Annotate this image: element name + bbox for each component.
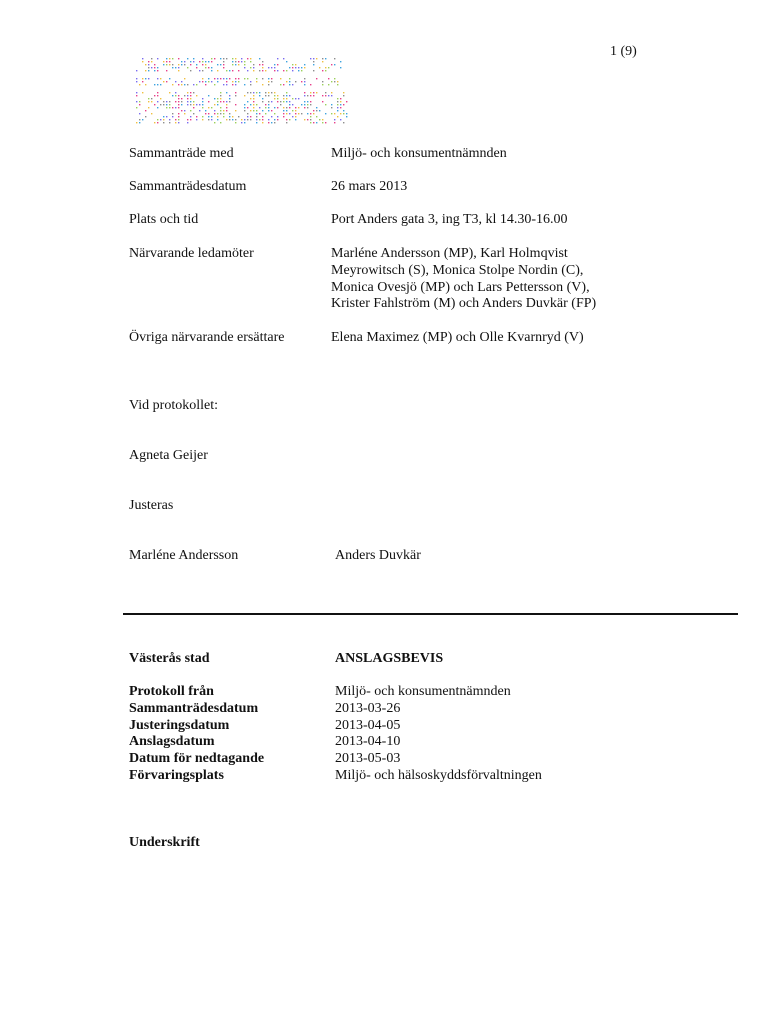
notice-title: ANSLAGSBEVIS	[335, 651, 444, 666]
city-logo-watermark-icon	[132, 56, 350, 128]
meeting-label: Sammanträdesdatum	[129, 179, 247, 194]
members-line: Marléne Andersson (MP), Karl Holmqvist	[331, 246, 568, 261]
notice-value: 2013-04-05	[335, 717, 401, 733]
members-line: Monica Ovesjö (MP) och Lars Pettersson (V),	[331, 279, 590, 295]
notice-value: 2013-04-10	[335, 734, 401, 750]
justified-label: Justeras	[129, 498, 174, 513]
members-label: Närvarande ledamöter	[129, 246, 254, 261]
notice-label: Justeringsdatum	[129, 717, 230, 733]
meeting-value: 26 mars 2013	[331, 179, 408, 194]
notice-value: 2013-05-03	[335, 751, 401, 767]
members-list	[331, 246, 661, 313]
notice-labels	[129, 684, 264, 785]
meeting-value: Miljö- och konsumentnämnden	[331, 146, 507, 161]
section-divider	[123, 613, 738, 615]
members-line: Krister Fahlström (M) och Anders Duvkär (FP)	[331, 296, 597, 312]
substitutes-value: Elena Maximez (MP) och Olle Kvarnryd (V)	[331, 330, 584, 345]
adjuster-name-1: Marléne Andersson	[129, 548, 239, 563]
notice-label: Datum för nedtagande	[129, 751, 265, 767]
meeting-label: Sammanträde med	[129, 146, 234, 161]
notice-label: Sammanträdesdatum	[129, 700, 259, 716]
notice-values	[335, 684, 542, 785]
secretary-name: Agneta Geijer	[129, 448, 208, 463]
notice-label: Protokoll från	[129, 684, 214, 699]
notice-label: Anslagsdatum	[129, 734, 215, 750]
members-line: Meyrowitsch (S), Monica Stolpe Nordin (C),	[331, 262, 584, 278]
substitutes-label: Övriga närvarande ersättare	[129, 330, 285, 345]
meeting-value: Port Anders gata 3, ing T3, kl 14.30-16.00	[331, 212, 568, 227]
notice-label: Förvaringsplats	[129, 767, 224, 783]
page-number: 1 (9)	[610, 44, 637, 59]
notice-org: Västerås stad	[129, 651, 210, 666]
signature-label: Underskrift	[129, 835, 200, 850]
notice-value: 2013-03-26	[335, 700, 401, 716]
adjuster-name-2: Anders Duvkär	[335, 548, 421, 563]
notice-value: Miljö- och hälsoskyddsförvaltningen	[335, 767, 542, 783]
protocol-heading: Vid protokollet:	[129, 398, 218, 413]
meeting-label: Plats och tid	[129, 212, 199, 227]
notice-value: Miljö- och konsumentnämnden	[335, 684, 511, 699]
